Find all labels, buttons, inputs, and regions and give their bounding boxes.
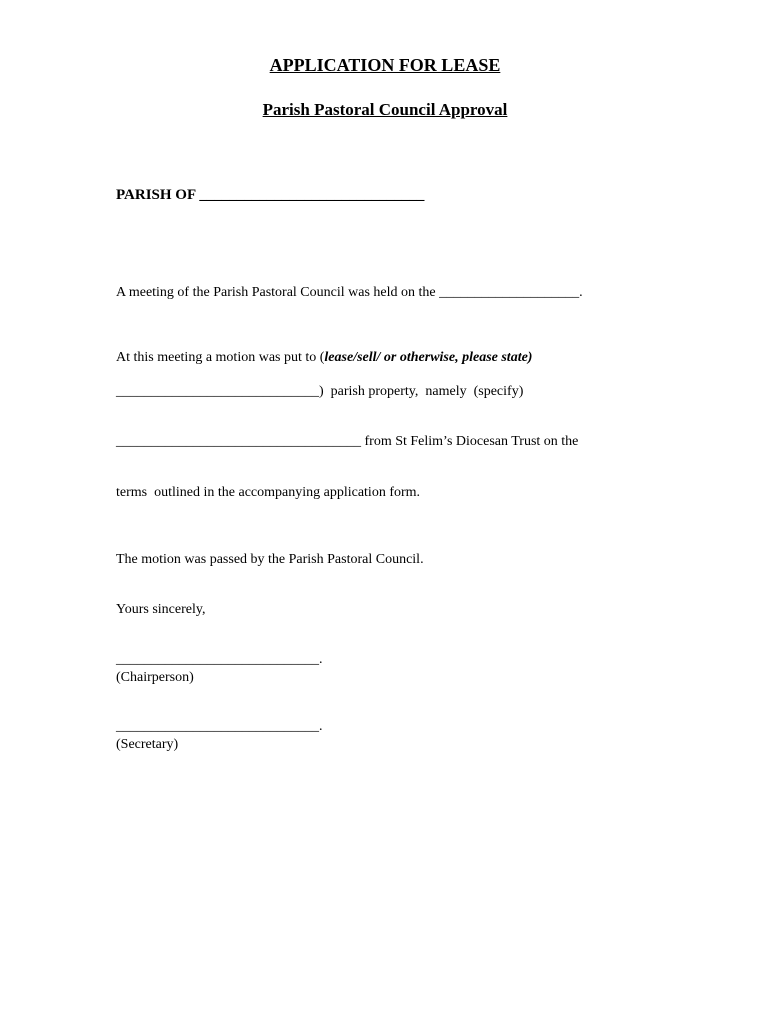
parish-line xyxy=(116,186,424,204)
chairperson-signature-blank: _____________________________. xyxy=(116,652,323,667)
trust-blank: ___________________________________ xyxy=(116,434,361,449)
passed-line: The motion was passed by the Parish Pastoral Council. xyxy=(116,552,424,567)
property-line xyxy=(116,383,523,401)
parish-blank: ______________________________ xyxy=(199,187,425,203)
meeting-line xyxy=(116,284,583,302)
parish-label: PARISH OF xyxy=(116,187,196,203)
property-text: ) parish property, namely (specify) xyxy=(319,384,524,399)
closing-line: Yours sincerely, xyxy=(116,602,206,617)
trust-text: from St Felim’s Diocesan Trust on the xyxy=(361,434,579,449)
document-title: APPLICATION FOR LEASE xyxy=(269,55,501,75)
document-subtitle: Parish Pastoral Council Approval xyxy=(262,100,508,119)
chairperson-label: (Chairperson) xyxy=(116,670,194,685)
secretary-label: (Secretary) xyxy=(116,737,179,752)
property-blank: _____________________________ xyxy=(116,384,319,399)
meeting-text: A meeting of the Parish Pastoral Council was held on the xyxy=(116,285,436,300)
motion-line xyxy=(116,349,532,367)
terms-line: terms outlined in the accompanying application form. xyxy=(116,485,421,500)
motion-text: At this meeting a motion was put to ( xyxy=(116,350,325,365)
trust-line xyxy=(116,433,578,451)
meeting-date-blank: ____________________. xyxy=(439,285,583,300)
motion-options: lease/sell/ or otherwise, please state) xyxy=(324,350,533,365)
secretary-signature-blank: _____________________________. xyxy=(116,719,323,734)
